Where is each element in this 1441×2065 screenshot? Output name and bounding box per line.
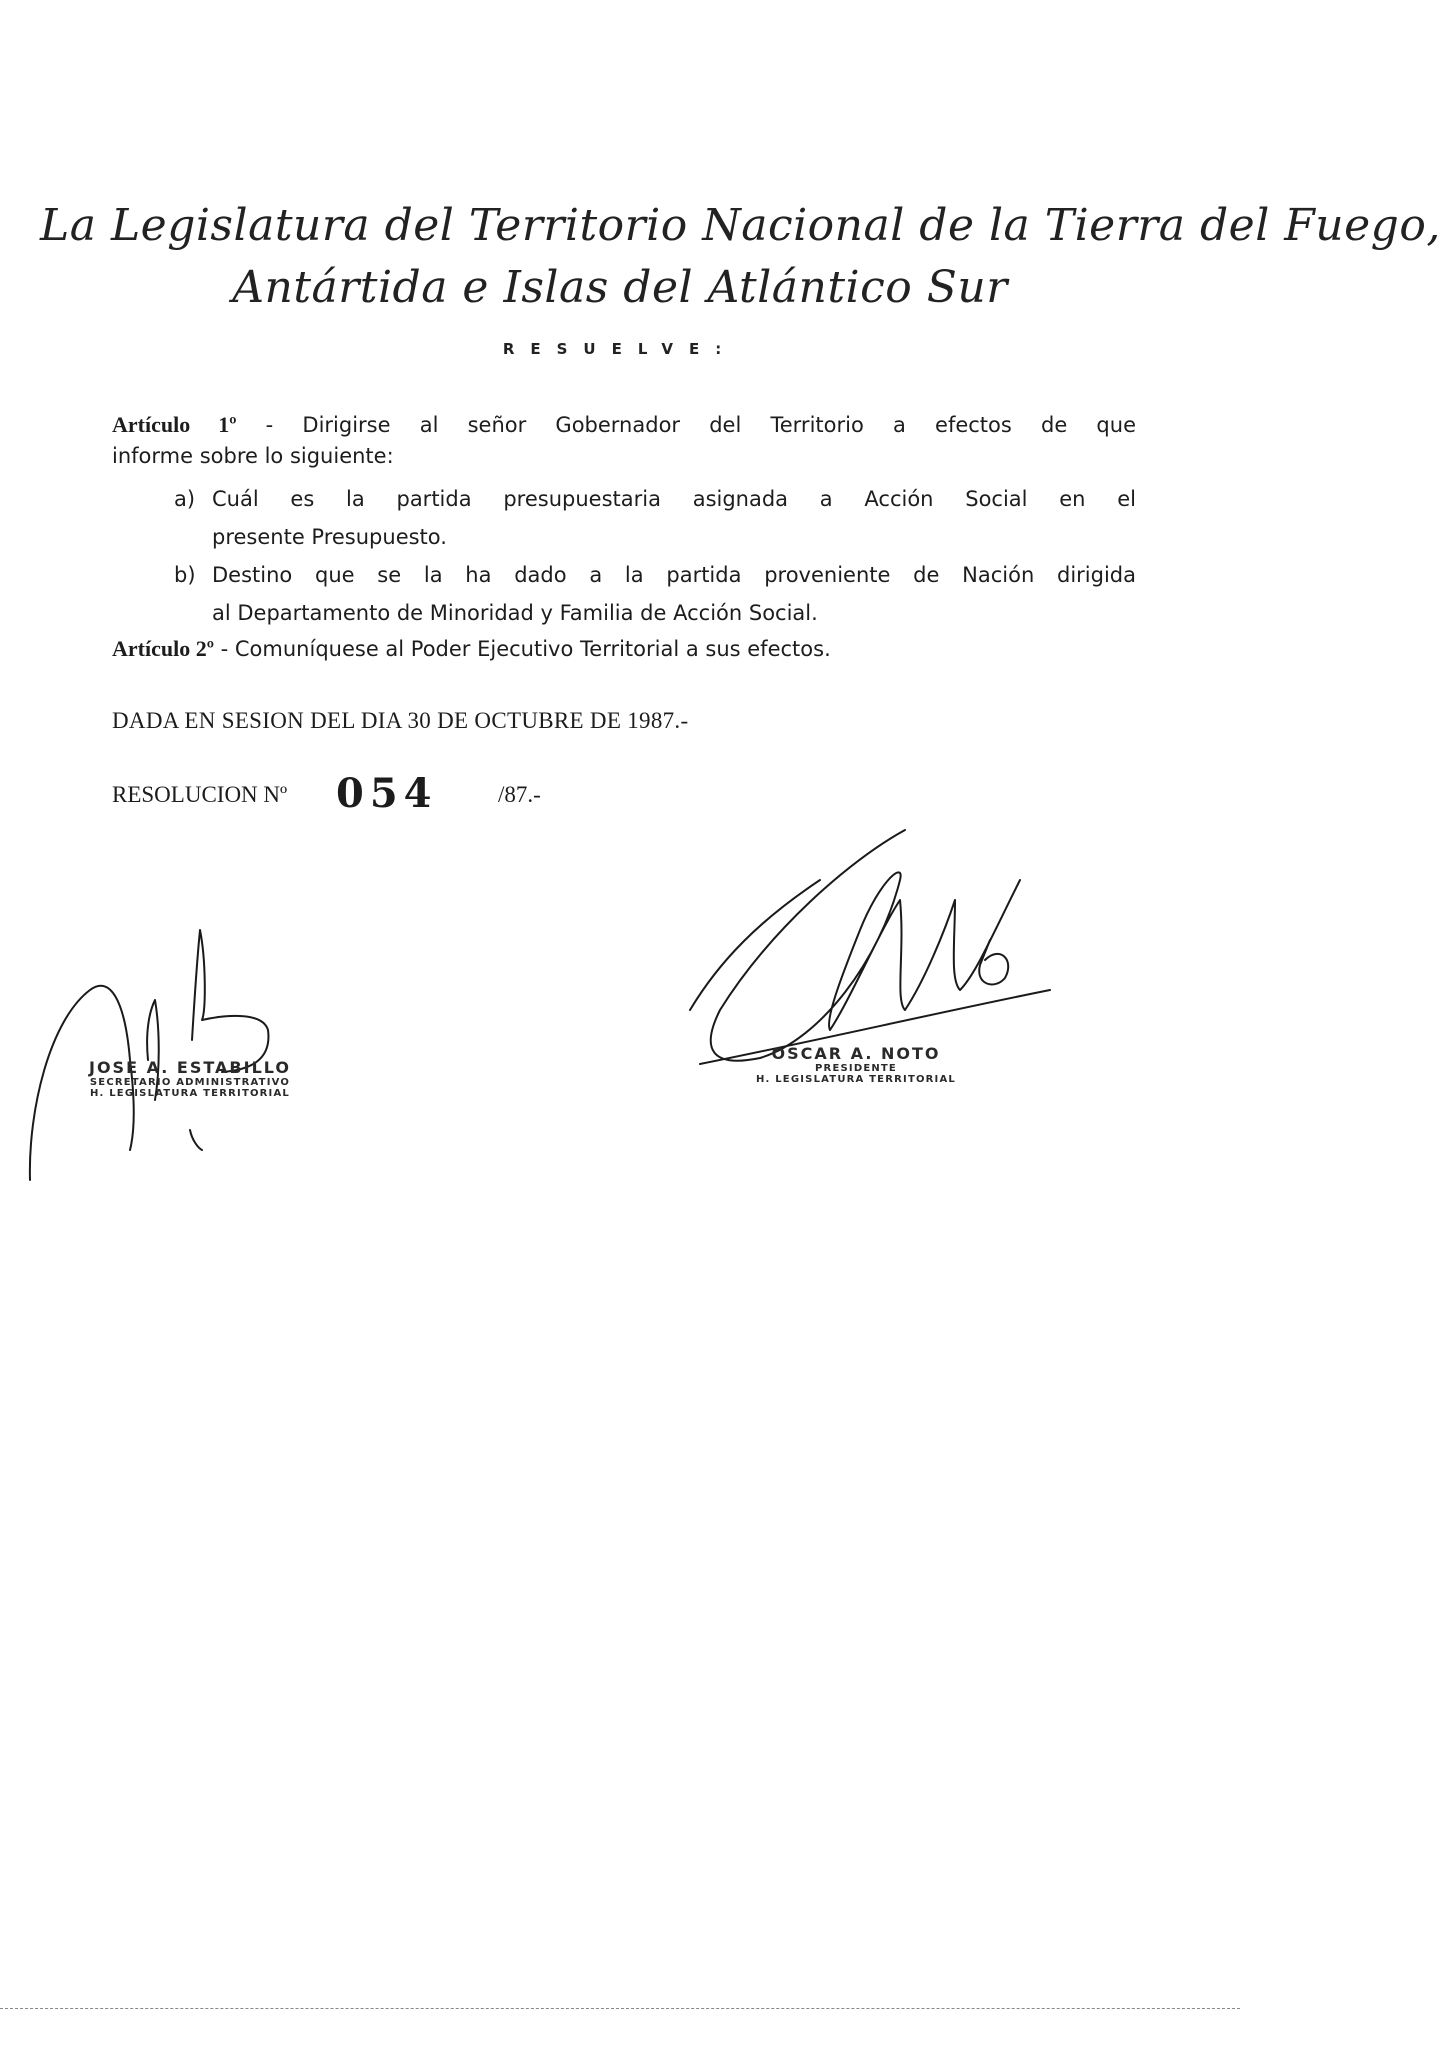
footer-rule (0, 2008, 1240, 2009)
item-text-line-2: presente Presupuesto. (212, 525, 447, 549)
signer-name: JOSE A. ESTABILLO (89, 1058, 291, 1077)
right-signature-flourish (690, 880, 820, 1010)
resolution-number: 054 (336, 770, 438, 817)
resuelve-heading: RESUELVE: (502, 340, 738, 358)
item-marker: b) (174, 563, 196, 587)
article-1-text-line-2: informe sobre lo siguiente: (112, 444, 394, 468)
header-line-2: Antártida e Islas del Atlántico Sur (232, 262, 1008, 313)
header-line-1: La Legislatura del Territorio Nacional de la Tierra del Fuego, (40, 200, 1441, 251)
right-signature-stroke (711, 830, 1020, 1061)
signer-institution: H. LEGISLATURA TERRITORIAL (89, 1088, 290, 1099)
item-text-line-1: Destino que se la ha dado a la partida proveniente de Nación dirigida (212, 563, 1136, 587)
signer-role: PRESIDENTE (815, 1063, 897, 1074)
left-signature-stroke-3 (192, 930, 268, 1072)
article-2-text: - Comuníquese al Poder Ejecutivo Territorial a sus efectos. (213, 637, 831, 661)
session-date: DADA EN SESION DEL DIA 30 DE OCTUBRE DE 1987.- (112, 708, 689, 733)
item-text-line-2: al Departamento de Minoridad y Familia de Acción Social. (212, 601, 818, 625)
signature-stamp-right (736, 1044, 976, 1085)
article-2-label: Artículo 2º (112, 636, 214, 661)
left-signature-tail (190, 1130, 202, 1150)
item-text-line-1: Cuál es la partida presupuestaria asignada a Acción Social en el (212, 487, 1136, 511)
item-marker: a) (174, 487, 196, 511)
right-signature-loop (979, 940, 1008, 984)
signature-stamp-left (60, 1058, 320, 1099)
resolution-label: RESOLUCION Nº (112, 782, 288, 807)
article-1-label: Artículo 1º (112, 412, 237, 437)
article-1-text: - Dirigirse al señor Gobernador del Territorio a efectos de que (236, 413, 1136, 437)
resolution-year: /87.- (498, 782, 541, 807)
signer-name: OSCAR A. NOTO (771, 1044, 941, 1063)
signer-institution: H. LEGISLATURA TERRITORIAL (755, 1074, 956, 1085)
signer-role: SECRETARIO ADMINISTRATIVO (89, 1077, 291, 1088)
